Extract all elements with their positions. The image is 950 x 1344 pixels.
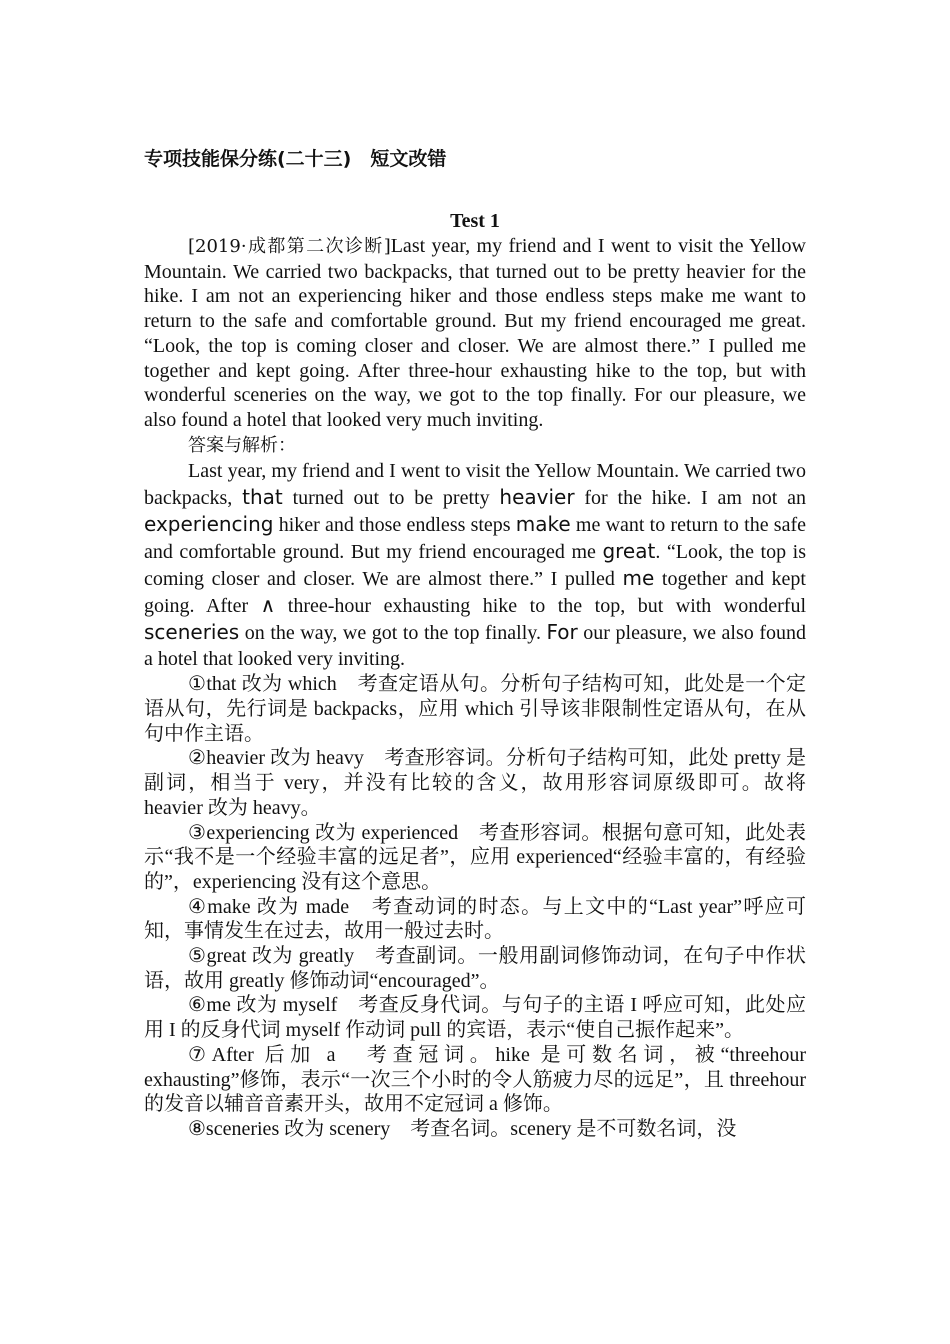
insert-caret-mark: ∧ (260, 593, 276, 618)
passage (144, 234, 806, 433)
explanation-1: ①that 改为 which 考查定语从句。分析句子结构可知，此处是一个定语从句，先行词是 backpacks，应用 which 引导该非限制性定语从句，在从句中作主语。 (144, 673, 806, 745)
explanation-5: ⑤great 改为 greatly 考查副词。一般用副词修饰动词，在句子中作状语，故用 greatly 修饰动词“encouraged”。 (144, 945, 806, 992)
error-mark-3: experiencing (144, 512, 274, 537)
error-mark-5: great (602, 539, 656, 564)
document-page (144, 140, 806, 1142)
error-mark-2: heavier (499, 485, 575, 510)
explanation-6: ⑥me 改为 myself 考查反身代词。与句子的主语 I 呼应可知，此处应用 I 的反身代词 myself 作动词 pull 的宾语，表示“使自己振作起来”。 (144, 994, 806, 1042)
error-mark-9: For (546, 620, 578, 645)
passage-text: Last year, my friend and I went to visit the Yellow Mountain. We carried two backpacks, that turned out to be pretty heavier for the hike. I am not an experiencing hiker and those endless steps make me want to return to the safe and comfortable ground. But my friend encouraged me great. “Look, the top is coming closer and closer. We are almost there.” I pulled me together and kept going. After three-hour exhausting hike to the top, but with wonderful sceneries on the way, we got to the top finally. For our pleasure, we also found a hotel that looked very much inviting. (144, 235, 806, 431)
page-title: 专项技能保分练(二十三) 短文改错 (144, 148, 447, 170)
passage-source: [2019·成都第二次诊断] (188, 236, 391, 257)
error-mark-1: that (242, 485, 283, 510)
explanation-4: ④make 改为 made 考查动词的时态。与上文中的“Last year”呼应可知，事情发生在过去，故用一般过去时。 (144, 895, 806, 943)
test-title: Test 1 (450, 210, 500, 232)
error-mark-8: sceneries (144, 620, 240, 645)
error-mark-6: me (622, 566, 655, 591)
explanation-8: ⑧sceneries 改为 scenery 考查名词。scenery 是不可数名词，没 (188, 1117, 737, 1140)
explanation-2: ②heavier 改为 heavy 考查形容词。分析句子结构可知，此处 pretty 是副词，相当于 very，并没有比较的含义，故用形容词原级即可。故将 heavier 改为 heavy。 (144, 747, 806, 819)
error-mark-4: make (515, 512, 571, 537)
answer-label: 答案与解析： (188, 434, 296, 456)
explanation-7: ⑦After 后加 a 考查冠词。hike 是可数名词，被“threehour exhausting”修饰，表示“一次三个小时的令人筋疲力尽的远足”，且 threehour 的发音以辅音音素开头，故用不定冠词 a 修饰。 (144, 1043, 806, 1116)
explanation-3: ③experiencing 改为 experienced 考查形容词。根据句意可知，此处表示“我不是一个经验丰富的远足者”，应用 experienced“经验丰富的，有经验的”，experiencing 没有这个意思。 (144, 821, 806, 893)
corrected-passage: Last year, my friend and I went to visit the Yellow Mountain. We carried two backpacks, that turned out to be pretty heavier for the hike. I am not an experiencing hiker and those endless steps make me want to return to the safe and comfortable ground. But my friend encouraged me great. “Look, the top is coming closer and closer. We are almost there.” I pulled me together and kept going. After ∧ three-hour exhausting hike to the top, but with wonderful sceneries on the way, we got to the top finally. For our pleasure, we also found a hotel that looked very inviting. (144, 460, 807, 671)
